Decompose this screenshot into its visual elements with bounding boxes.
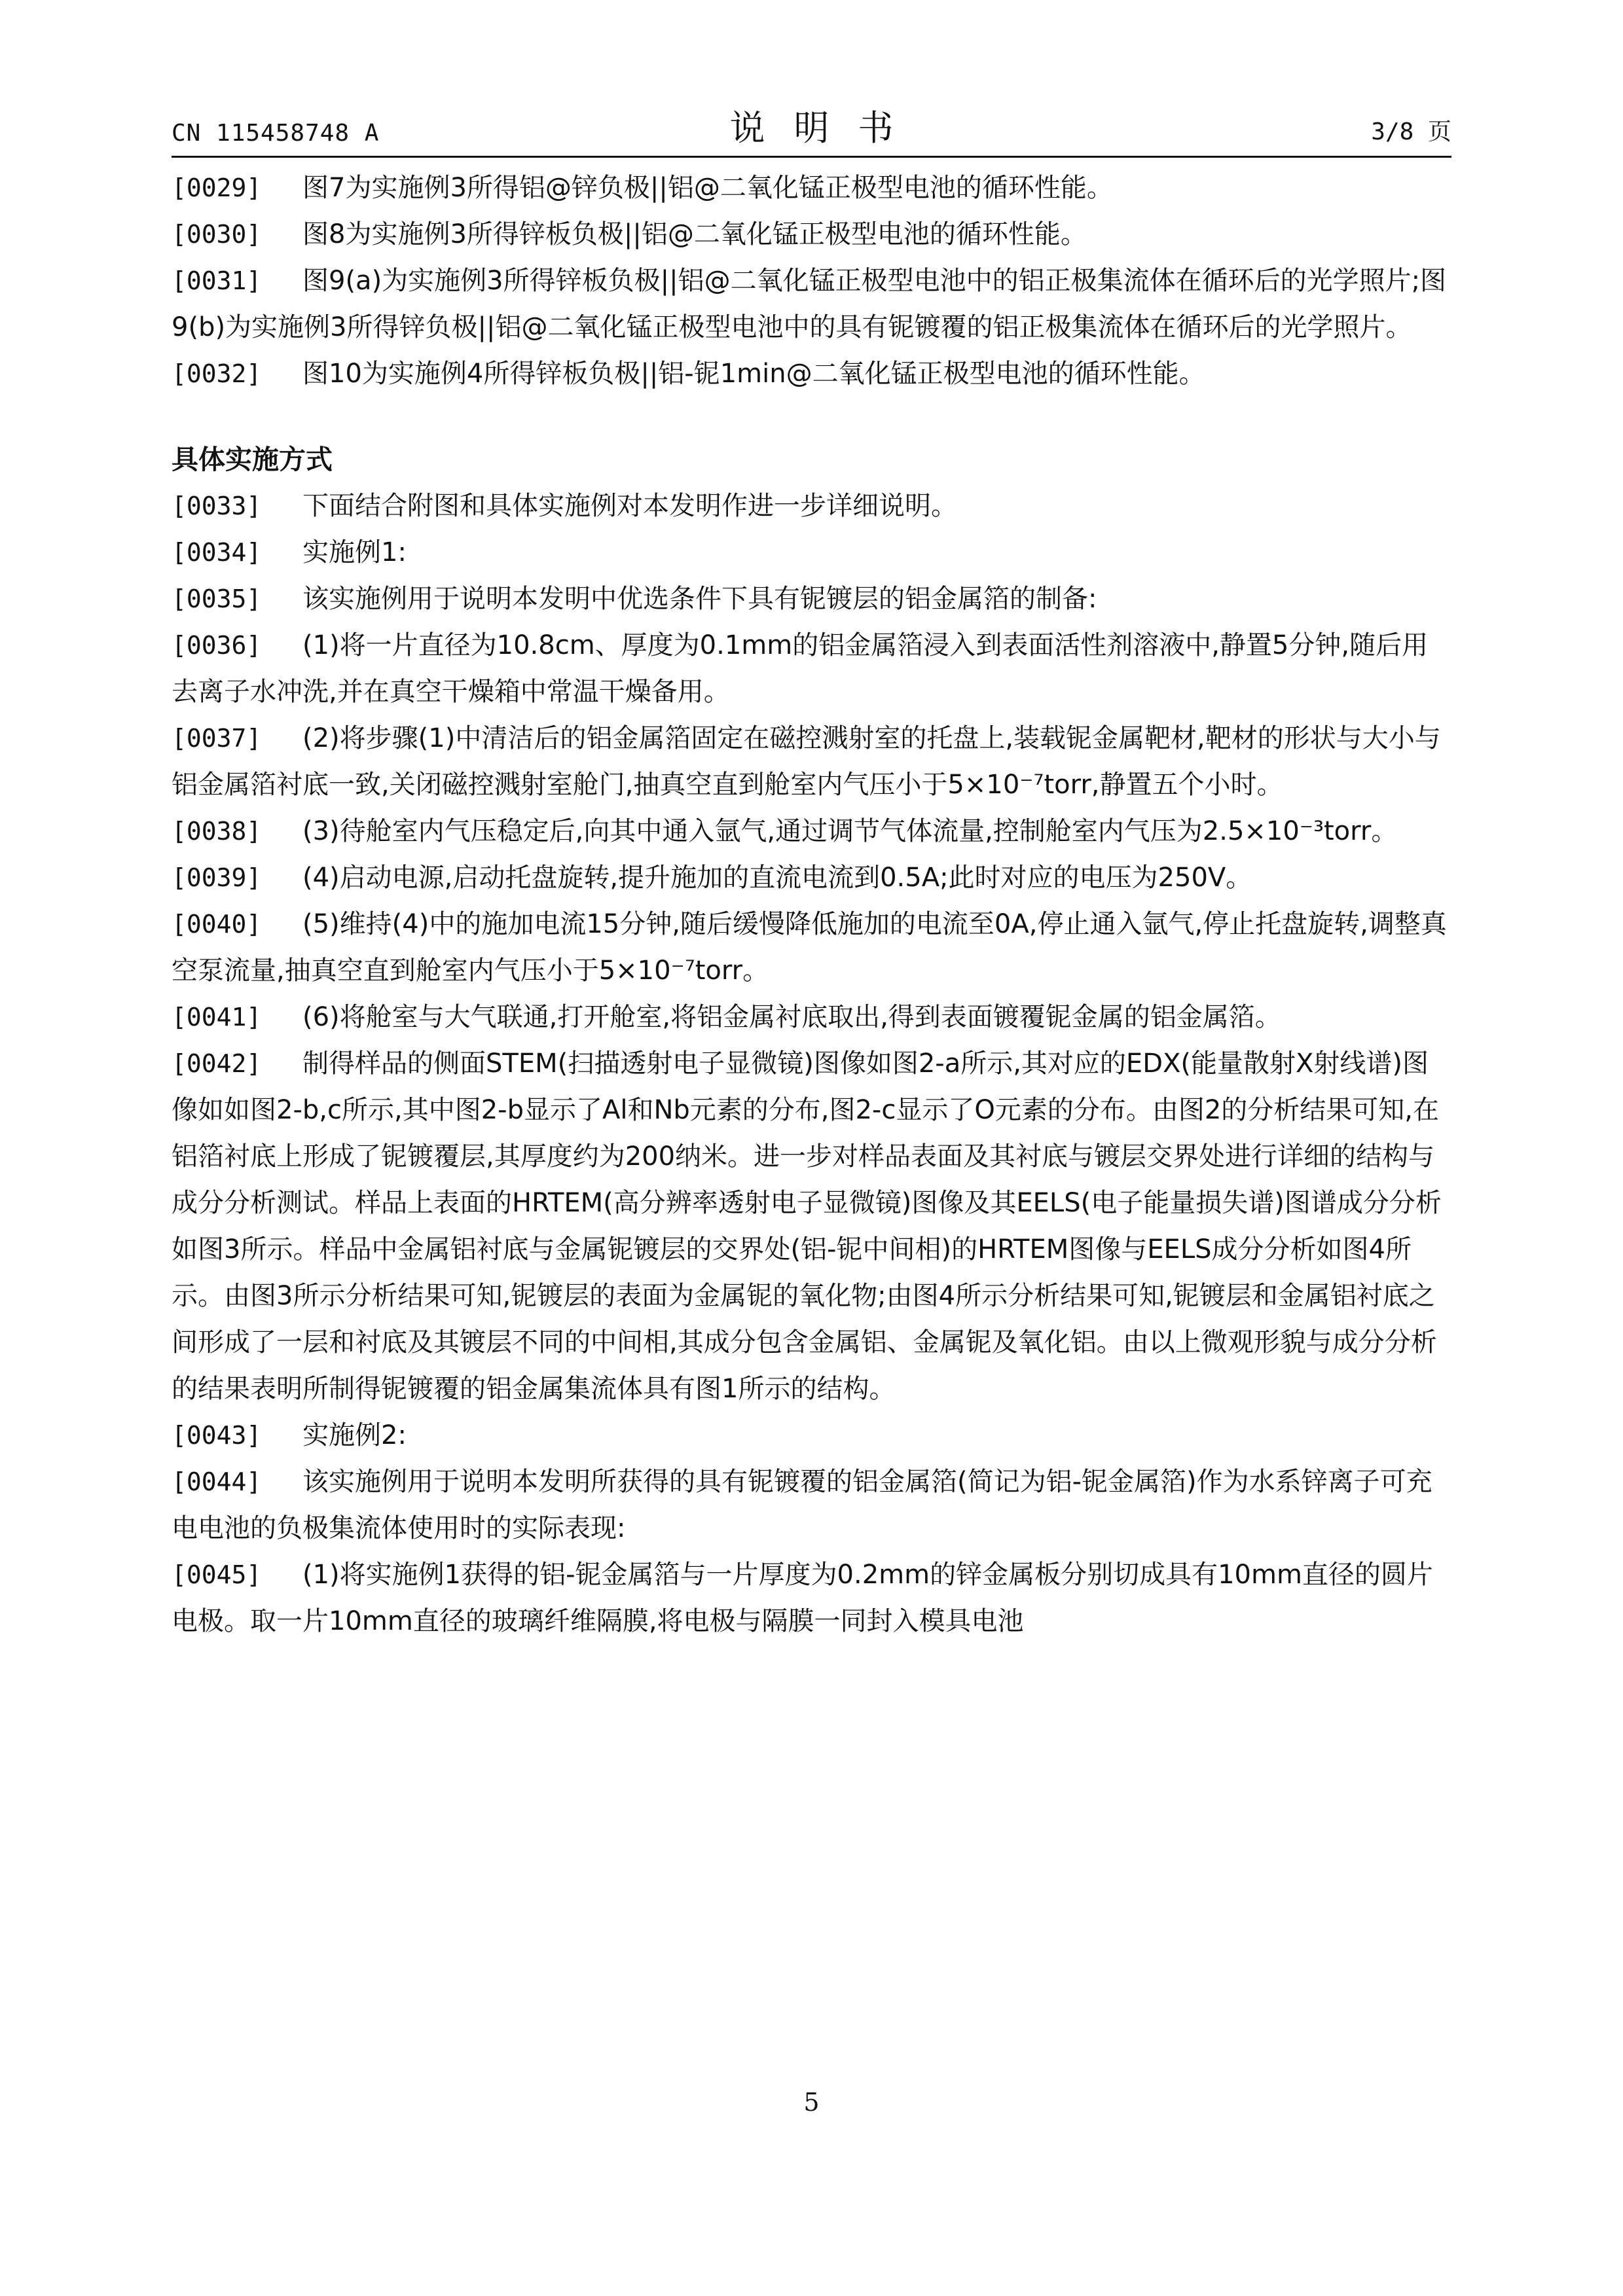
publication-number: CN 115458748 A [172, 120, 380, 147]
document-title: 说明书 [729, 107, 922, 149]
paragraph-number: [0042] [172, 1049, 262, 1078]
paragraph-text: 图7为实施例3所得铝@锌负极||铝@二氧化锰正极型电池的循环性能。 [302, 173, 1113, 203]
paragraph-number: [0041] [172, 1003, 262, 1031]
section-gap [172, 397, 1451, 437]
paragraph-text: 实施例2: [302, 1420, 407, 1450]
paragraph-number: [0035] [172, 584, 262, 613]
paragraph [172, 211, 1451, 258]
document-body [172, 165, 1451, 1645]
paragraph-text: 下面结合附图和具体实施例对本发明作进一步详细说明。 [302, 491, 957, 521]
paragraph [172, 351, 1451, 397]
paragraph [172, 258, 1451, 351]
paragraph [172, 1459, 1451, 1552]
paragraph-number: [0029] [172, 173, 262, 202]
paragraph-number: [0032] [172, 359, 262, 388]
paragraph-text: (3)待舱室内气压稳定后,向其中通入氩气,通过调节气体流量,控制舱室内气压为2.5×10⁻³torr。 [302, 816, 1398, 846]
paragraph-text: (1)将实施例1获得的铝-铌金属箔与一片厚度为0.2mm的锌金属板分别切成具有10mm直径的圆片电极。取一片10mm直径的玻璃纤维隔膜,将电极与隔膜一同封入模具电池 [172, 1560, 1433, 1636]
paragraph-text: 图8为实施例3所得锌板负极||铝@二氧化锰正极型电池的循环性能。 [302, 219, 1087, 249]
paragraph [172, 622, 1451, 715]
paragraph-number: [0036] [172, 631, 262, 660]
paragraph [172, 1552, 1451, 1645]
paragraph-number: [0043] [172, 1421, 262, 1450]
paragraph [172, 901, 1451, 994]
paragraph [172, 855, 1451, 901]
paragraph-text: (4)启动电源,启动托盘旋转,提升施加的直流电流到0.5A;此时对应的电压为250V。 [302, 863, 1252, 893]
paragraph-number: [0030] [172, 220, 262, 249]
paragraph-text: (6)将舱室与大气联通,打开舱室,将铝金属衬底取出,得到表面镀覆铌金属的铝金属箔。 [302, 1002, 1281, 1032]
paragraph-number: [0045] [172, 1560, 262, 1589]
paragraph [172, 1041, 1451, 1412]
embodiment-paragraphs [172, 483, 1451, 1645]
paragraph-text: 制得样品的侧面STEM(扫描透射电子显微镜)图像如图2-a所示,其对应的EDX(能量散射X射线谱)图像如如图2-b,c所示,其中图2-b显示了Al和Nb元素的分布,图2-c显示了O元素的分布。由图2的分析结果可知,在铝箔衬底上形成了铌镀覆层,其厚度约为200纳米。进一步对样品表面及其衬底与镀层交界处进行详细的结构与成分分析测试。样品上表面的HRTEM(高分辨率透射电子显微镜)图像及其EELS(电子能量损失谱)图谱成分分析如图3所示。样品中金属铝衬底与金属铌镀层的交界处(铝-铌中间相)的HRTEM图像与EELS成分分析如图4所示。由图3所示分析结果可知,铌镀层的表面为金属铌的氧化物;由图4所示分析结果可知,铌镀层和金属铝衬底之间形成了一层和衬底及其镀层不同的中间相,其成分包含金属铝、金属铌及氧化铝。由以上微观形貌与成分分析的结果表明所制得铌镀覆的铝金属集流体具有图1所示的结构。 [172, 1049, 1442, 1404]
paragraph-number: [0044] [172, 1467, 262, 1496]
paragraph [172, 715, 1451, 808]
page-indicator: 3/8 页 [1371, 118, 1451, 145]
paragraph-text: 图9(a)为实施例3所得锌板负极||铝@二氧化锰正极型电池中的铝正极集流体在循环后的光学照片;图9(b)为实施例3所得锌负极||铝@二氧化锰正极型电池中的具有铌镀覆的铝正极集流体在循环后的光学照片。 [172, 266, 1447, 342]
paragraph [172, 994, 1451, 1041]
paragraph-number: [0038] [172, 817, 262, 846]
paragraph-number: [0039] [172, 863, 262, 892]
paragraph [172, 529, 1451, 576]
paragraph-number: [0031] [172, 266, 262, 295]
paragraph-text: 该实施例用于说明本发明所获得的具有铌镀覆的铝金属箔(简记为铝-铌金属箔)作为水系锌离子可充电电池的负极集流体使用时的实际表现: [172, 1467, 1432, 1543]
paragraph-number: [0034] [172, 538, 262, 567]
paragraph [172, 808, 1451, 855]
paragraph [172, 483, 1451, 529]
paragraph-text: (2)将步骤(1)中清洁后的铝金属箔固定在磁控溅射室的托盘上,装载铌金属靶材,靶材的形状与大小与铝金属箔衬底一致,关闭磁控溅射室舱门,抽真空直到舱室内气压小于5×10⁻⁷torr,静置五个小时。 [172, 723, 1441, 800]
paragraph-text: 图10为实施例4所得锌板负极||铝-铌1min@二氧化锰正极型电池的循环性能。 [302, 359, 1205, 389]
page-header [172, 105, 1451, 151]
section-title: 具体实施方式 [172, 444, 333, 475]
paragraph-number: [0040] [172, 910, 262, 939]
page-number: 5 [803, 2088, 820, 2117]
header-rule [172, 156, 1451, 158]
paragraph-number: [0037] [172, 724, 262, 753]
paragraph [172, 165, 1451, 211]
paragraph-text: (1)将一片直径为10.8cm、厚度为0.1mm的铝金属箔浸入到表面活性剂溶液中,静置5分钟,随后用去离子水冲洗,并在真空干燥箱中常温干燥备用。 [172, 630, 1429, 707]
paragraph-text: (5)维持(4)中的施加电流15分钟,随后缓慢降低施加的电流至0A,停止通入氩气,停止托盘旋转,调整真空泵流量,抽真空直到舱室内气压小于5×10⁻⁷torr。 [172, 909, 1447, 986]
paragraph-number: [0033] [172, 492, 262, 520]
paragraph-text: 该实施例用于说明本发明中优选条件下具有铌镀层的铝金属箔的制备: [302, 584, 1097, 614]
figure-descriptions [172, 165, 1451, 397]
paragraph [172, 1412, 1451, 1459]
paragraph-text: 实施例1: [302, 537, 407, 567]
paragraph [172, 576, 1451, 622]
